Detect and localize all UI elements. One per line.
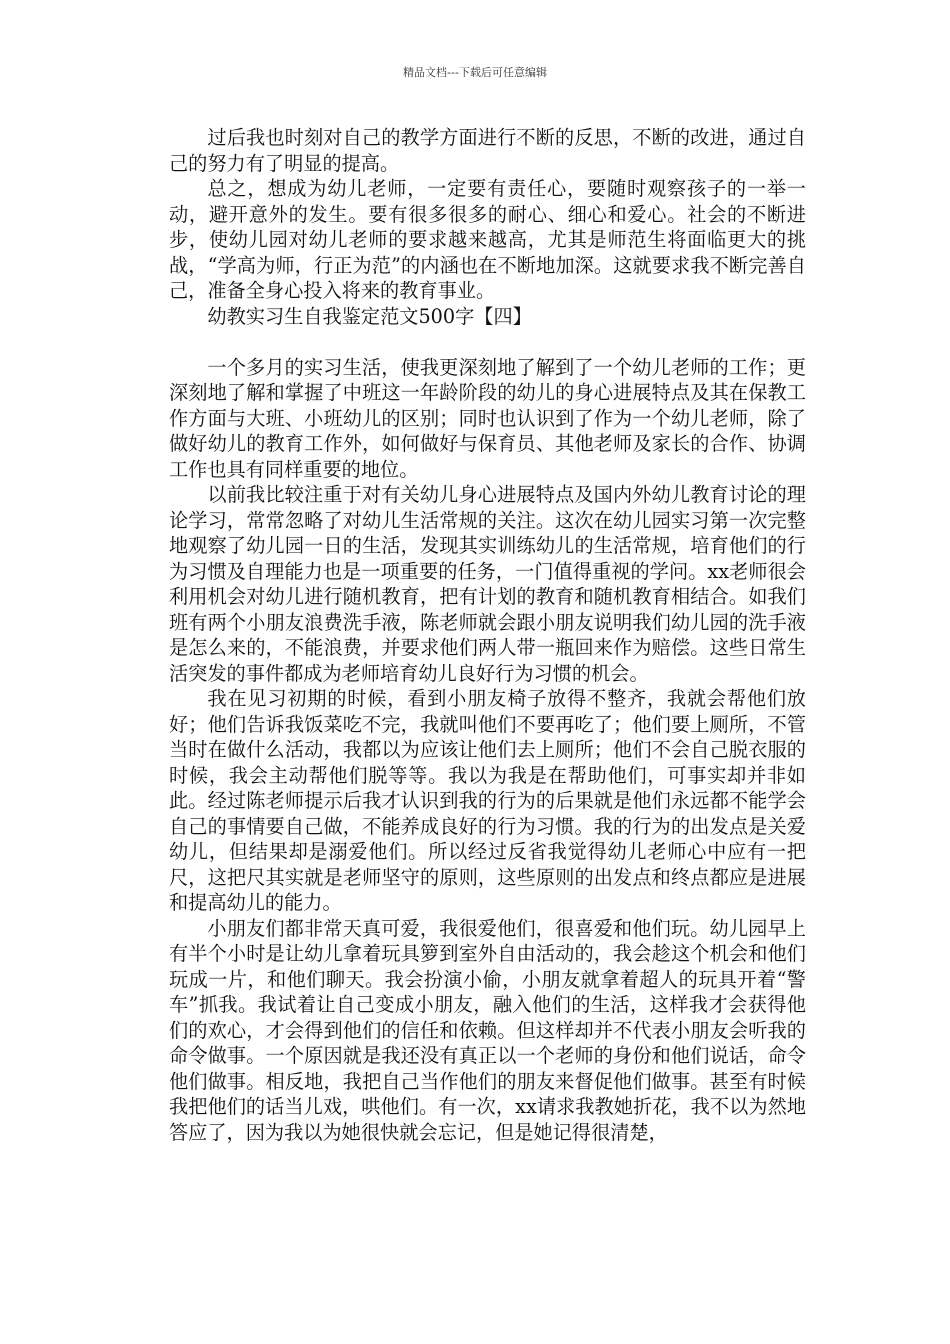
page-header: 精品文档---下载后可任意编辑 bbox=[403, 66, 547, 79]
paragraph-reflection: 我在见习初期的时候，看到小朋友椅子放得不整齐，我就会帮他们放好；他们告诉我饭菜吃不完，我就叫他们不要再吃了；他们要上厕所，不管当时在做什么活动，我都以为应该让他们去上厕所；他们不会自己脱衣服的时候，我会主动帮他们脱等等。我以为我是在帮助他们，可事实却并非如此。经过陈老师提示后我才认识到我的行为的后果就是他们永远都不能学会自己的事情要自己做，不能养成良好的行为习惯。我的行为的出发点是关爱幼儿，但结果却是溺爱他们。所以经过反省我觉得幼儿老师心中应有一把尺，这把尺其实就是老师坚守的原则，这些原则的出发点和终点都应是进展和提高幼儿的能力。 bbox=[169, 687, 806, 914]
blank-line bbox=[169, 329, 806, 355]
paragraph-conclusion: 总之，想成为幼儿老师，一定要有责任心，要随时观察孩子的一举一动，避开意外的发生。要有很多很多的耐心、细心和爱心。社会的不断进步，使幼儿园对幼儿老师的要求越来越高，尤其是师范生将面临更大的挑战，“学高为师，行正为范”的内涵也在不断地加深。这就要求我不断完善自己，准备全身心投入将来的教育事业。 bbox=[169, 177, 806, 302]
paragraph-routine: 以前我比较注重于对有关幼儿身心进展特点及国内外幼儿教育讨论的理论学习，常常忽略了对幼儿生活常规的关注。这次在幼儿园实习第一次完整地观察了幼儿园一日的生活，发现其实训练幼儿的生活常规，培育他们的行为习惯及自理能力也是一项重要的任务，一门值得重视的学问。xx老师很会利用机会对幼儿进行随机教育，把有计划的教育和随机教育相结合。如我们班有两个小朋友浪费洗手液，陈老师就会跟小朋友说明我们幼儿园的洗手液是怎么来的，不能浪费，并要求他们两人带一瓶回来作为赔偿。这些日常生活突发的事件都成为老师培育幼儿良好行为习惯的机会。 bbox=[169, 483, 806, 685]
document-body bbox=[169, 125, 806, 1145]
section-heading: 幼教实习生自我鉴定范文500字【四】 bbox=[207, 304, 532, 328]
paragraph-continuation: 过后我也时刻对自己的教学方面进行不断的反思，不断的改进，通过自己的努力有了明显的提高。 bbox=[169, 126, 806, 175]
paragraph-children: 小朋友们都非常天真可爱，我很爱他们，很喜爱和他们玩。幼儿园早上有半个小时是让幼儿拿着玩具箩到室外自由活动的，我会趁这个机会和他们玩成一片，和他们聊天。我会扮演小偷，小朋友就拿着超人的玩具开着“警车”抓我。我试着让自己变成小朋友，融入他们的生活，这样我才会获得他们的欢心，才会得到他们的信任和依赖。但这样却并不代表小朋友会听我的命令做事。一个原因就是我还没有真正以一个老师的身份和他们说话，命令他们做事。相反地，我把自己当作他们的朋友来督促他们做事。甚至有时候我把他们的话当儿戏，哄他们。有一次，xx请求我教她折花，我不以为然地答应了，因为我以为她很快就会忘记，但是她记得很清楚， bbox=[169, 916, 806, 1144]
paragraph-intro: 一个多月的实习生活，使我更深刻地了解到了一个幼儿老师的工作；更深刻地了解和掌握了中班这一年龄阶段的幼儿的身心进展特点及其在保教工作方面与大班、小班幼儿的区别；同时也认识到了作为一个幼儿老师，除了做好幼儿的教育工作外，如何做好与保育员、其他老师及家长的合作、协调工作也具有同样重要的地位。 bbox=[169, 355, 806, 481]
